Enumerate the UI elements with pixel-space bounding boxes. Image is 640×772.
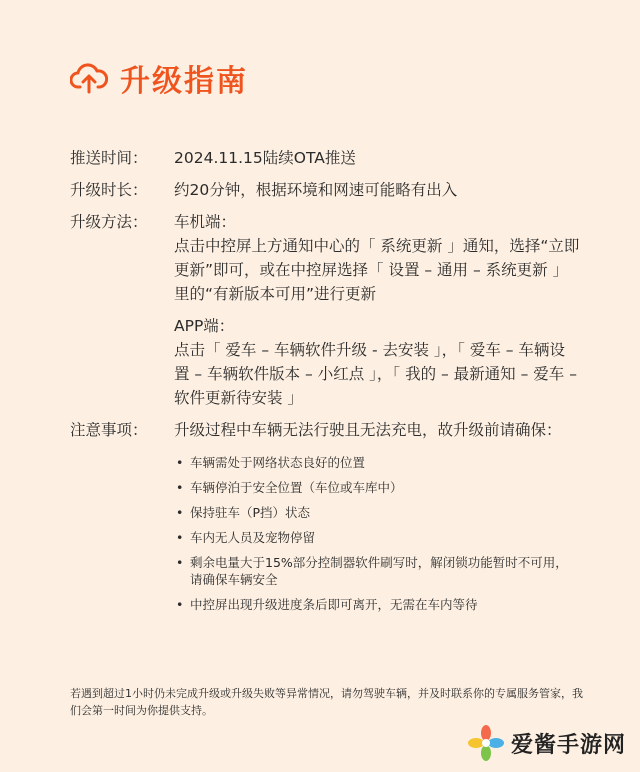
guide-content <box>70 146 580 621</box>
page-title: 升级指南 <box>120 64 248 99</box>
notes-label: 注意事项： <box>70 421 148 439</box>
flower-logo-icon <box>467 724 505 762</box>
notes-item: • 车辆需处于网络状态良好的位置 <box>174 454 580 471</box>
push-time-value: 2024.11.15陆续OTA推送 <box>174 149 356 167</box>
duration-value: 约20分钟，根据环境和网速可能略有出入 <box>174 181 458 199</box>
car-method-title: 车机端： <box>174 213 237 231</box>
notes-list <box>174 454 580 613</box>
notes-item: • 剩余电量大于15%部分控制器软件刷写时，解闭锁功能暂时不可用，请确保车辆安全 <box>174 554 580 588</box>
car-method-text: 点击中控屏上方通知中心的「 系统更新 」通知，选择“立即更新”即可，或在中控屏选择「 设置 – 通用 – 系统更新 」里的“有新版本可用”进行更新 <box>174 237 580 303</box>
notes-row <box>70 418 580 621</box>
notes-value <box>174 418 580 621</box>
watermark <box>467 724 626 762</box>
method-value <box>174 210 580 410</box>
notes-item: • 保持驻车（P挡）状态 <box>174 504 580 521</box>
push-time-row <box>70 146 580 170</box>
method-label: 升级方法： <box>70 213 148 231</box>
footnote: 若遇到超过1小时仍未完成升级或升级失败等异常情况，请勿驾驶车辆，并及时联系你的专属服务管家，我们会第一时间为你提供支持。 <box>70 687 583 717</box>
app-method-block <box>174 314 580 410</box>
page-header <box>70 56 248 100</box>
app-method-title: APP端： <box>174 317 235 335</box>
notes-intro: 升级过程中车辆无法行驶且无法充电，故升级前请确保： <box>174 421 562 439</box>
notes-item: • 中控屏出现升级进度条后即可离开，无需在车内等待 <box>174 596 580 613</box>
watermark-text: 爱酱手游网 <box>510 732 626 758</box>
notes-item: • 车内无人员及宠物停留 <box>174 529 580 546</box>
duration-label: 升级时长： <box>70 181 148 199</box>
app-method-text: 点击「 爱车 – 车辆软件升级 - 去安装 」，「 爱车 – 车辆设置 – 车辆软件版本 – 小红点 」，「 我的 – 最新通知 – 爱车 – 软件更新待安装 」 <box>174 341 577 407</box>
notes-item: • 车辆停泊于安全位置（车位或车库中） <box>174 479 580 496</box>
cloud-upload-icon <box>70 62 108 94</box>
method-row <box>70 210 580 410</box>
car-method-block <box>174 210 580 306</box>
duration-row <box>70 178 580 202</box>
push-time-label: 推送时间： <box>70 149 148 167</box>
